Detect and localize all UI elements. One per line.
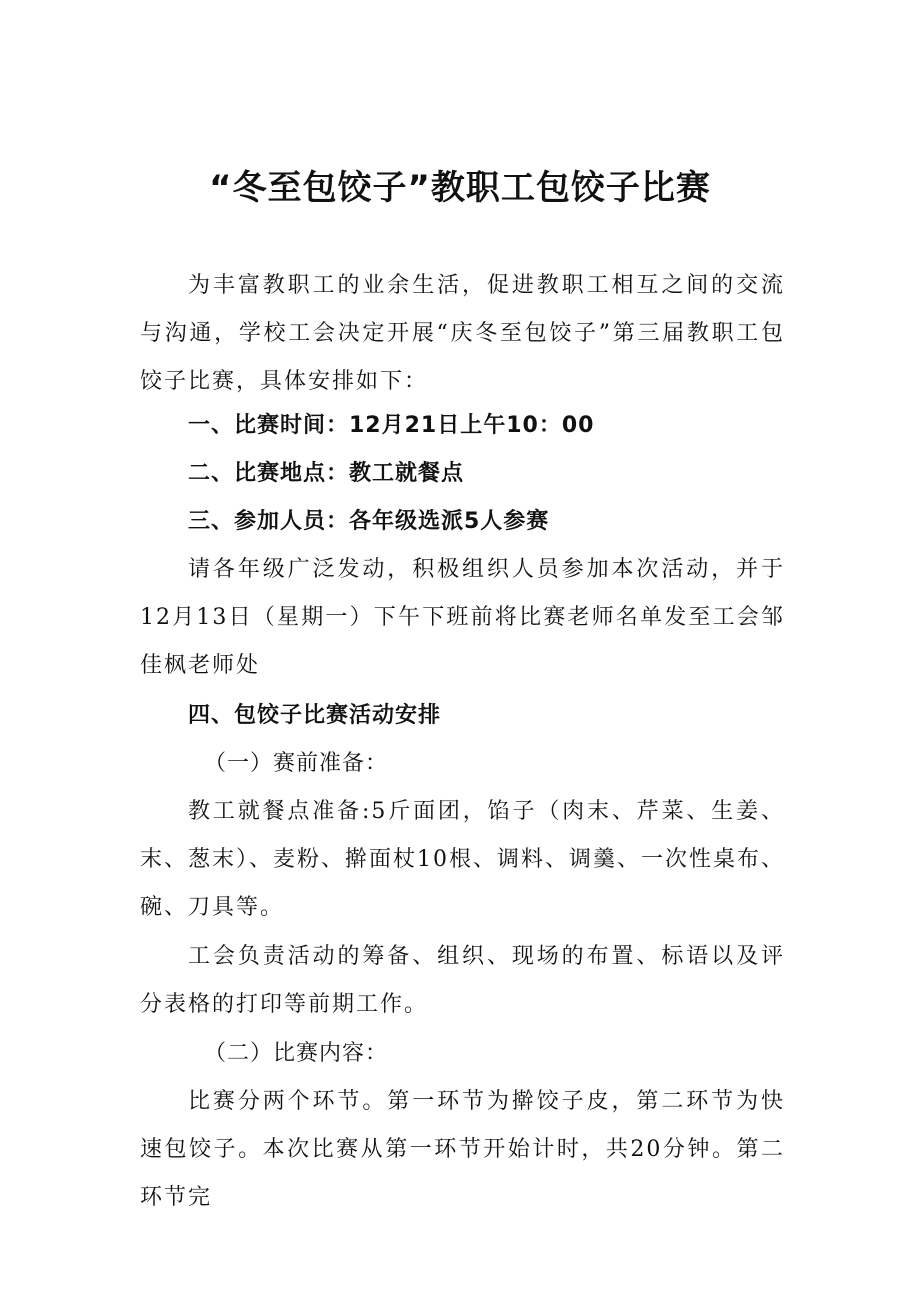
section-arrangement: 四、包饺子比赛活动安排 bbox=[188, 703, 442, 728]
intro-paragraph: 为丰富教职工的业余生活，促进教职工相互之间的交流与沟通，学校工会决定开展“庆冬至包饺子”第三届教职工包饺子比赛，具体安排如下： bbox=[140, 273, 785, 394]
notice-paragraph: 请各年级广泛发动，积极组织人员参加本次活动，并于12月13日（星期一）下午下班前将比赛老师名单发至工会邹佳枫老师处 bbox=[140, 557, 785, 678]
document-title: “冬至包饺子”教职工包饺子比赛 bbox=[209, 168, 711, 208]
subsection-preparation: （一）赛前准备： bbox=[204, 751, 389, 776]
content-paragraph: 比赛分两个环节。第一环节为擀饺子皮，第二环节为快速包饺子。本次比赛从第一环节开始计时，共20分钟。第二环节完 bbox=[140, 1089, 785, 1210]
section-participants: 三、参加人员：各年级选派5人参赛 bbox=[188, 509, 550, 534]
union-duty-paragraph: 工会负责活动的筹备、组织、现场的布置、标语以及评分表格的打印等前期工作。 bbox=[140, 944, 785, 1017]
section-time: 一、比赛时间：12月21日上午10：00 bbox=[188, 413, 595, 438]
section-location: 二、比赛地点：教工就餐点 bbox=[188, 461, 465, 486]
preparation-paragraph: 教工就餐点准备:5斤面团，馅子（肉末、芹菜、生姜、末、葱末）、麦粉、擀面杖10根、调料、调羹、一次性桌布、碗、刀具等。 bbox=[140, 799, 785, 920]
subsection-content: （二）比赛内容： bbox=[204, 1041, 389, 1066]
